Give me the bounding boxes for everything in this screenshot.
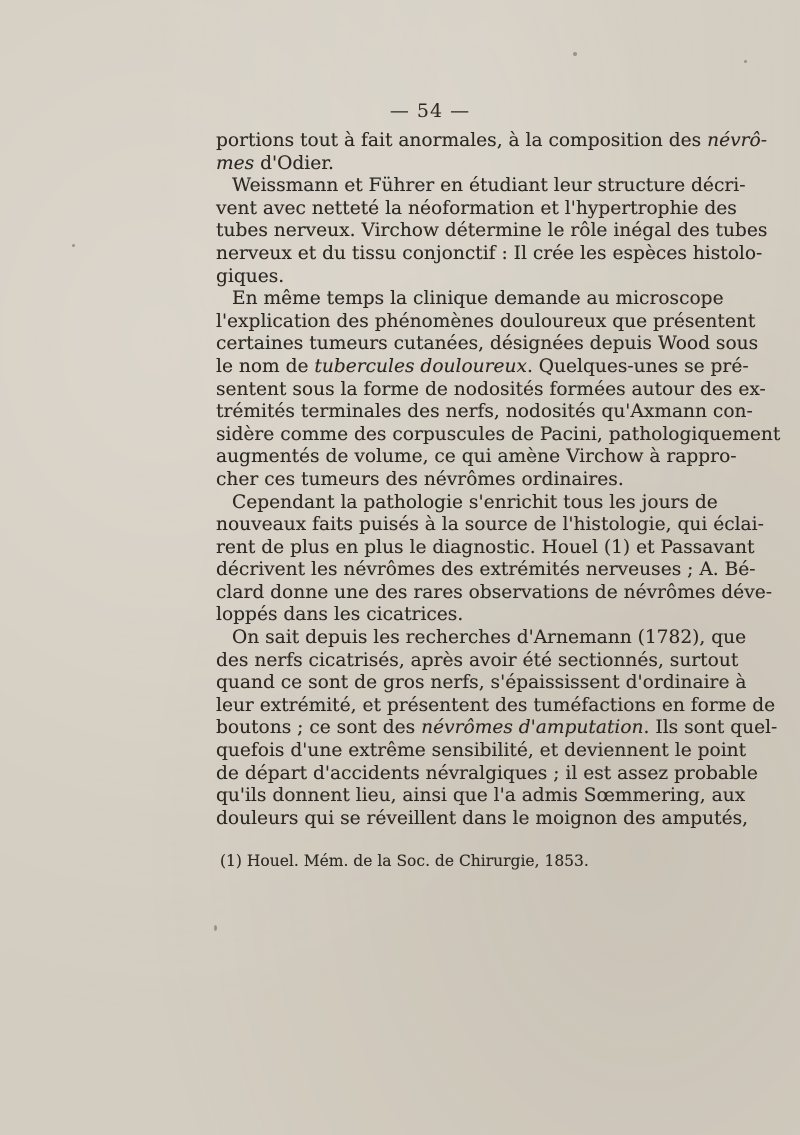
text-line — [216, 694, 776, 718]
text-segment: rent de plus en plus le diagnostic. Houel (1) et Passavant — [216, 536, 755, 558]
text-segment: tubes nerveux. Virchow détermine le rôle inégal des tubes — [216, 220, 768, 242]
text-segment: boutons ; ce sont des — [216, 717, 422, 739]
text-segment: giques. — [216, 265, 285, 287]
text-segment: décrivent les névrômes des extrémités nerveuses ; A. Bé- — [216, 559, 756, 581]
text-segment: d'Odier. — [254, 152, 334, 174]
text-segment: sentent sous la forme de nodosités formées autour des ex- — [216, 378, 766, 400]
italic-term: mes — [216, 152, 255, 174]
text-line — [216, 242, 763, 266]
text-line — [216, 717, 778, 740]
text-line — [216, 469, 653, 492]
text-line — [216, 807, 749, 831]
text-line — [216, 514, 764, 537]
text-line — [216, 559, 756, 582]
text-segment: douleurs qui se réveillent dans le moignon des amputés, — [216, 807, 749, 829]
text-segment: certaines tumeurs cutanées, désignées depuis Wood sous — [216, 333, 759, 355]
footnote-text: (1) Houel. Mém. de la Soc. de Chirurgie, 1853. — [220, 852, 589, 870]
text-line — [216, 423, 781, 447]
text-segment: qu'ils donnent lieu, ainsi que l'a admis Sœmmering, aux — [216, 785, 746, 807]
text-segment: des nerfs cicatrisés, après avoir été sectionnés, surtout — [216, 649, 739, 671]
text-segment: le nom de — [216, 355, 315, 377]
text-line — [216, 288, 724, 311]
footnote — [216, 851, 653, 871]
text-segment: quand ce sont de gros nerfs, s'épaississent d'ordinaire à — [216, 672, 747, 694]
text-segment: nouveaux faits puisés à la source de l'histologie, qui éclai- — [216, 514, 764, 536]
page-number: — 54 — — [389, 100, 471, 122]
text-line — [216, 762, 758, 786]
text-line — [216, 197, 737, 221]
italic-term: névrômes d'amputation — [421, 717, 644, 739]
text-line — [216, 785, 746, 808]
text-line — [216, 740, 747, 763]
text-line — [216, 153, 653, 176]
text-segment: . Quelques-unes se pré- — [526, 355, 749, 377]
text-segment: augmentés de volume, ce qui amène Virchow à rappro- — [216, 446, 737, 468]
text-line — [216, 355, 749, 379]
text-line — [216, 401, 753, 424]
text-line — [216, 672, 747, 695]
text-line — [216, 266, 653, 289]
paper-speck — [214, 925, 217, 931]
text-line — [216, 649, 739, 673]
text-segment: sidère comme des corpuscules de Pacini, pathologiquement — [216, 423, 781, 445]
text-line — [216, 446, 737, 469]
body-text — [216, 130, 781, 830]
text-segment: vent avec netteté la néoformation et l'hypertrophie des — [216, 197, 737, 219]
text-segment: . Ils sont quel- — [643, 717, 778, 739]
text-line — [216, 604, 653, 627]
text-segment: quefois d'une extrême sensibilité, et deviennent le point — [216, 740, 747, 762]
text-segment: portions tout à fait anormales, à la composition des — [216, 130, 708, 151]
paper-speck — [573, 52, 577, 56]
italic-term: tubercules douloureux — [314, 355, 527, 377]
text-segment: Cependant la pathologie s'enrichit tous les jours de — [232, 491, 718, 513]
text-segment: nerveux et du tissu conjonctif : Il crée les espèces histolo- — [216, 242, 763, 264]
text-segment: trémités terminales des nerfs, nodosités qu'Axmann con- — [216, 401, 753, 423]
text-segment: l'explication des phénomènes douloureux que présentent — [216, 310, 756, 332]
text-line — [216, 536, 755, 560]
text-line — [216, 378, 766, 402]
text-segment: clard donne une des rares observations de névrômes déve- — [216, 581, 772, 603]
text-segment: loppés dans les cicatrices. — [216, 604, 464, 626]
text-line — [216, 130, 767, 153]
text-line — [216, 310, 756, 334]
text-line — [216, 491, 718, 515]
text-line — [216, 175, 746, 198]
text-segment: leur extrémité, et présentent des tuméfactions en forme de — [216, 694, 776, 716]
text-segment: de départ d'accidents névralgiques ; il est assez probable — [216, 762, 758, 784]
text-line — [216, 581, 772, 605]
text-segment: Weissmann et Führer en étudiant leur structure décri- — [232, 175, 746, 197]
text-line — [216, 333, 759, 356]
italic-term: névrô- — [707, 130, 767, 151]
text-segment: On sait depuis les recherches d'Arnemann (1782), que — [232, 627, 747, 649]
paper-speck — [72, 244, 75, 247]
text-segment: cher ces tumeurs des névrômes ordinaires. — [216, 468, 624, 490]
text-line — [216, 627, 747, 650]
text-line — [216, 220, 768, 243]
paper-speck — [744, 60, 747, 63]
text-segment: En même temps la clinique demande au microscope — [232, 288, 724, 310]
